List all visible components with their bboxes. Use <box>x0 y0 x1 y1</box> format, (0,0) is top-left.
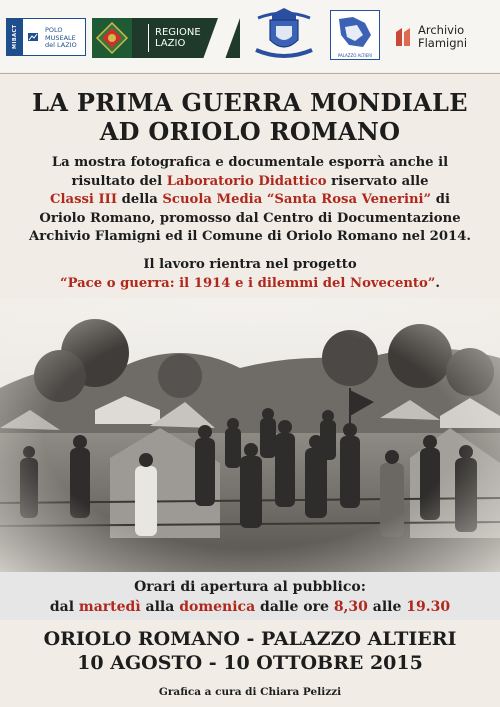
top-divider <box>0 73 500 74</box>
desc-line-2: risultato del Laboratorio Didattico riservato alle <box>71 173 429 189</box>
historical-soldiers-photo <box>0 298 500 572</box>
comune-crest-logo <box>252 6 316 62</box>
day-from: martedì <box>78 599 141 615</box>
polo-museale-line1: POLO <box>45 26 63 35</box>
polo-museale-line2: MUSEALE <box>45 33 76 42</box>
description-paragraph-2 <box>14 256 486 293</box>
comune-coat-of-arms-icon <box>252 6 316 62</box>
regione-lazio-logo <box>92 18 240 58</box>
desc-line-5: Archivio Flamigni ed il Comune di Oriolo Romano nel 2014. <box>29 229 471 244</box>
venue-text: ORIOLO ROMANO - PALAZZO ALTIERI <box>43 628 457 650</box>
polo-museale-logo <box>6 18 86 56</box>
scuola-highlight: Scuola Media “Santa Rosa Venerini” <box>162 192 432 207</box>
archivio-flamigni-logo <box>394 24 467 49</box>
opening-hours-heading: Orari di apertura al pubblico: <box>134 579 366 595</box>
logo-bar <box>0 0 500 72</box>
regione-lazio-emblem-icon <box>95 21 129 55</box>
opening-hours-line: dal martedì alla domenica dalle ore 8,30 alle 19.30 <box>49 599 451 615</box>
polo-museale-line3: del LAZIO <box>45 41 77 50</box>
palazzo-altieri-logo <box>330 10 380 60</box>
progetto-intro: Il lavoro rientra nel progetto <box>143 257 357 272</box>
archivio-flamigni-icon <box>394 26 414 48</box>
regione-line2: LAZIO <box>155 38 186 49</box>
progetto-title: “Pace o guerra: il 1914 e i dilemmi del Novecento” <box>59 275 436 291</box>
graphic-credit: Grafica a cura di Chiara Pelizzi <box>158 686 342 698</box>
time-to: 19.30 <box>406 599 451 615</box>
mibact-side-label: MIBACT <box>7 19 23 55</box>
archivio-line1: Archivio <box>418 23 465 37</box>
title-line-2: AD ORIOLO ROMANO <box>99 117 401 146</box>
time-from: 8,30 <box>333 599 368 615</box>
polo-museale-emblem-icon <box>27 31 39 43</box>
soldiers-camp-image <box>0 298 500 572</box>
day-to: domenica <box>179 599 256 615</box>
title-line-1: LA PRIMA GUERRA MONDIALE <box>32 88 468 117</box>
desc-line-1: La mostra fotografica e documentale esporrà anche il <box>51 155 449 170</box>
archivio-line2: Flamigni <box>418 35 468 50</box>
palazzo-map-icon <box>331 13 379 53</box>
opening-hours-band <box>0 572 500 620</box>
dates-text: 10 AGOSTO - 10 OTTOBRE 2015 <box>77 652 423 674</box>
regione-line1: REGIONE <box>155 27 201 38</box>
desc-line-4: Oriolo Romano, promosso dal Centro di Documentazione <box>39 210 461 226</box>
description-paragraph-1 <box>14 154 486 247</box>
palazzo-altieri-label: PALAZZO ALTIERI <box>337 53 373 58</box>
desc-line-3: Classi III della Scuola Media “Santa Rosa Venerini” di <box>50 192 450 207</box>
progetto-title-line: “Pace o guerra: il 1914 e i dilemmi del Novecento”. <box>59 275 440 291</box>
laboratorio-highlight: Laboratorio Didattico <box>166 173 327 189</box>
classi-highlight: Classi III <box>50 192 118 207</box>
